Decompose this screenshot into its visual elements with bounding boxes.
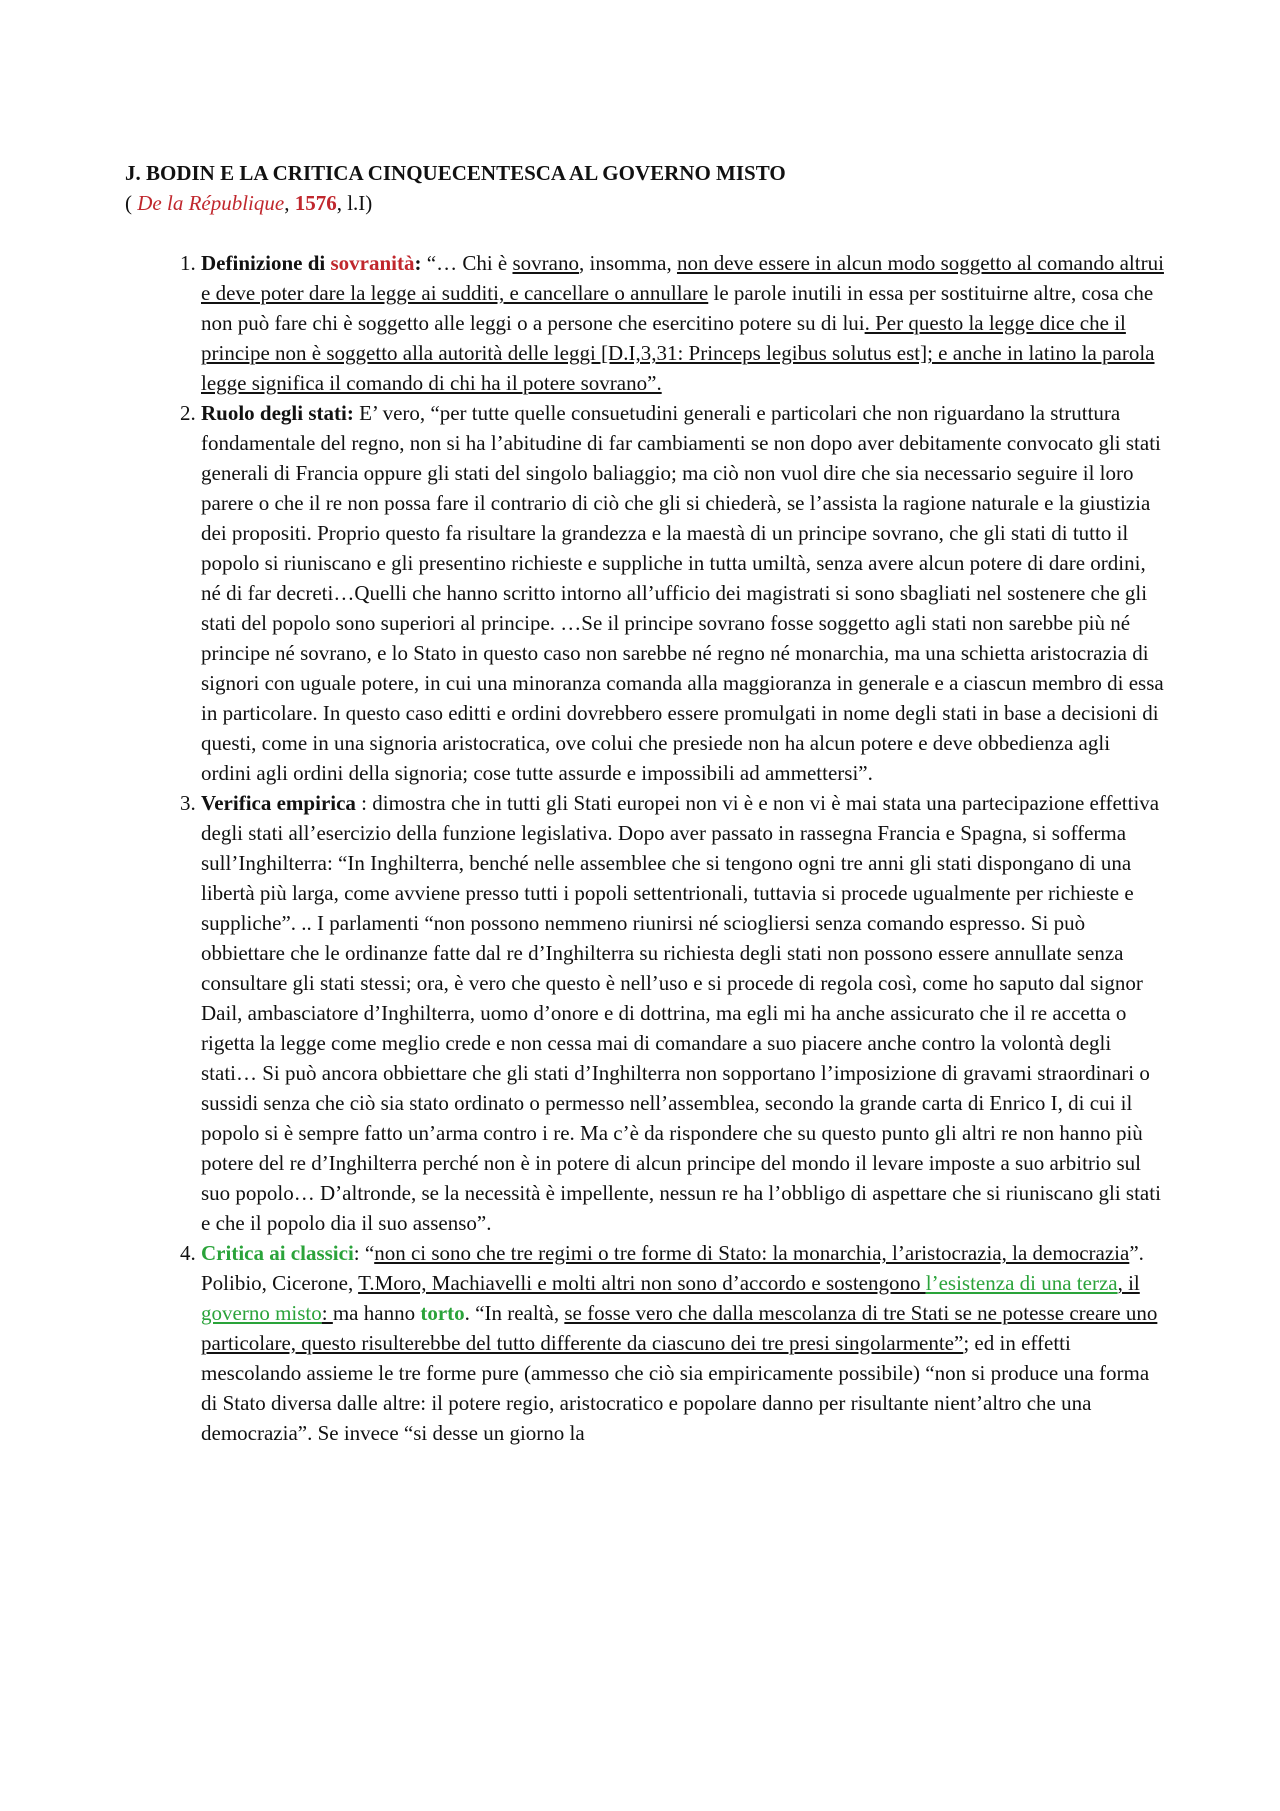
green-bold-text: torto (420, 1301, 465, 1325)
underlined-text: , il (1117, 1271, 1140, 1295)
underlined-text: non deve essere in alcun modo soggetto al comando altrui e deve poter dare la legge ai sudditi, e cancellare o annullare (201, 251, 1164, 305)
item-text: E’ vero, “per tutte quelle consuetudini generali e particolari che non riguardano la struttura fondamentale del regno, non si ha l’abitudine di far cambiamenti se non dopo aver debitamente convocato gli stati generali di Francia oppure gli stati del singolo baliaggio; ma ciò non vuol dire che sia necessario seguire il loro parere o che il re non possa fare il contrario di ciò che gli si chiederà, se l’assista la ragione naturale e la giustizia dei propositi. Proprio questo fa risultare la grandezza e la maestà di un principe sovrano, che gli stati di tutto il popolo si riuniscano e gli presentino richieste e suppliche in tutta umiltà, senza avere alcun potere di dare ordini, né di far decreti…Quelli che hanno scritto intorno all’ufficio dei magistrati si sono sbagliati nel sostenere che gli stati del popolo sono superiori al principe. …Se il principe sovrano fosse soggetto agli stati non sarebbe più né principe né sovrano, e lo Stato in questo caso non sarebbe né regno né monarchia, ma una schietta aristocrazia di signori con uguale potere, in cui una minoranza comanda alla maggioranza in generale e a ciascun membro di essa in particolare. In questo caso editti e ordini dovrebbero essere promulgati in nome degli stati in base a decisioni di questi, come in una signoria aristocratica, ove colui che presiede non ha alcun potere e deve obbedienza agli ordini agli ordini della signoria; cose tutte assurde e impossibili ad ammettersi”. (201, 401, 1164, 785)
item-heading: Ruolo degli stati: (201, 401, 354, 425)
item-heading: Verifica empirica (201, 791, 356, 815)
work-title: De la République (137, 191, 285, 215)
item-heading (201, 251, 422, 275)
work-book: , l.I) (336, 191, 373, 215)
item-heading: Critica ai classici (201, 1241, 354, 1265)
item-text: ma hanno (332, 1301, 421, 1325)
underlined-text: T.Moro, Machiavelli e molti altri non sono d’accordo e sostengono (358, 1271, 926, 1295)
list-item (201, 398, 1165, 788)
item-text: le parole inutili in essa per sostituirne altre, cosa che non può fare chi è soggetto alle leggi o a persone che esercitino potere su di lui (201, 281, 1154, 335)
item-text: , insomma, (578, 251, 677, 275)
item-text: “… Chi è (421, 251, 513, 275)
document-title: J. BODIN E LA CRITICA CINQUECENTESCA AL GOVERNO MISTO (125, 161, 786, 185)
green-underlined-text: governo misto (201, 1301, 322, 1325)
work-year: 1576 (294, 191, 337, 215)
list-item (201, 1238, 1165, 1448)
heading-keyword: sovranità (330, 251, 415, 275)
underlined-text: : (321, 1301, 333, 1325)
numbered-list (125, 248, 1165, 1448)
item-text: : dimostra che in tutti gli Stati europei non vi è e non vi è mai stata una partecipazione effettiva degli stati all’esercizio della funzione legislativa. Dopo aver passato in rassegna Francia e Spagna, si sofferma sull’Inghilterra: “In Inghilterra, benché nelle assemblee che si tengono ogni tre anni gli stati dispongano di una libertà più larga, come avviene presso tutti i popoli settentrionali, tuttavia si procede ugualmente per richieste e suppliche”. .. I parlamenti “non possono nemmeno riunirsi né sciogliersi senza comando espresso. Si può obbiettare che le ordinanze fatte dal re d’Inghilterra su richiesta degli stati non possono essere annullate senza consultare gli stati stessi; ora, è vero che questo è nell’uso e si procede di regola così, come ho saputo dal signor Dail, ambasciatore d’Inghilterra, uomo d’onore e di dottrina, ma egli mi ha anche assicurato che il re accetta o rigetta la legge come meglio crede e non cessa mai di comandare a suo piacere anche contro la volontà degli stati… Si può ancora obbiettare che gli stati d’Inghilterra non sopportano l’imposizione di gravami straordinari o sussidi senza che ciò sia stato ordinato o permesso nell’assemblea, secondo la grande carta di Enrico I, di cui il popolo si è sempre fatto un’arma contro i re. Ma c’è da rispondere che su questo punto gli altri re non hanno più potere del re d’Inghilterra perché non è in potere di alcun principe del mondo il levare imposte a suo arbitrio sul suo popolo… D’altronde, se la necessità è impellente, nessun re ha l’obbligo di aspettare che si riuniscano gli stati e che il popolo dia il suo assenso”. (201, 791, 1161, 1235)
subtitle-open: ( (125, 191, 138, 215)
subtitle-sep: , (284, 191, 295, 215)
item-text: : “ (353, 1241, 375, 1265)
item-text: ”. Polibio, Cicerone, (201, 1241, 1144, 1295)
item-text: ; ed in effetti mescolando assieme le tre forme pure (ammesso che ciò sia empiricamente possibile) “non si produce una forma di Stato diversa dalle altre: il potere regio, aristocratico e popolare danno per risultante nient’altro che una democrazia”. Se invece “si desse un giorno la (201, 1331, 1150, 1445)
underlined-text: non ci sono che tre regimi o tre forme di Stato: la monarchia, l’aristocrazia, la democrazia (374, 1241, 1130, 1265)
underlined-text: se fosse vero che dalla mescolanza di tre Stati se ne potesse creare uno particolare, questo risulterebbe del tutto differente da ciascuno dei tre presi singolarmente” (201, 1301, 1158, 1355)
item-text: . “In realtà, (464, 1301, 565, 1325)
underlined-text: . Per questo la legge dice che il principe non è soggetto alla autorità delle leggi [D.I,3,31: Princeps legibus solutus est]; e anche in latino la parola legge significa il comando di chi ha il potere sovrano”. (201, 311, 1155, 395)
green-underlined-text: l’esistenza di una terza (925, 1271, 1118, 1295)
underlined-text: sovrano (512, 251, 579, 275)
document-body (125, 158, 1165, 1448)
heading-prefix: Definizione di (201, 251, 331, 275)
heading-suffix: : (414, 251, 422, 275)
document-subtitle (125, 188, 1165, 218)
list-item (201, 788, 1165, 1238)
list-item (201, 248, 1165, 398)
